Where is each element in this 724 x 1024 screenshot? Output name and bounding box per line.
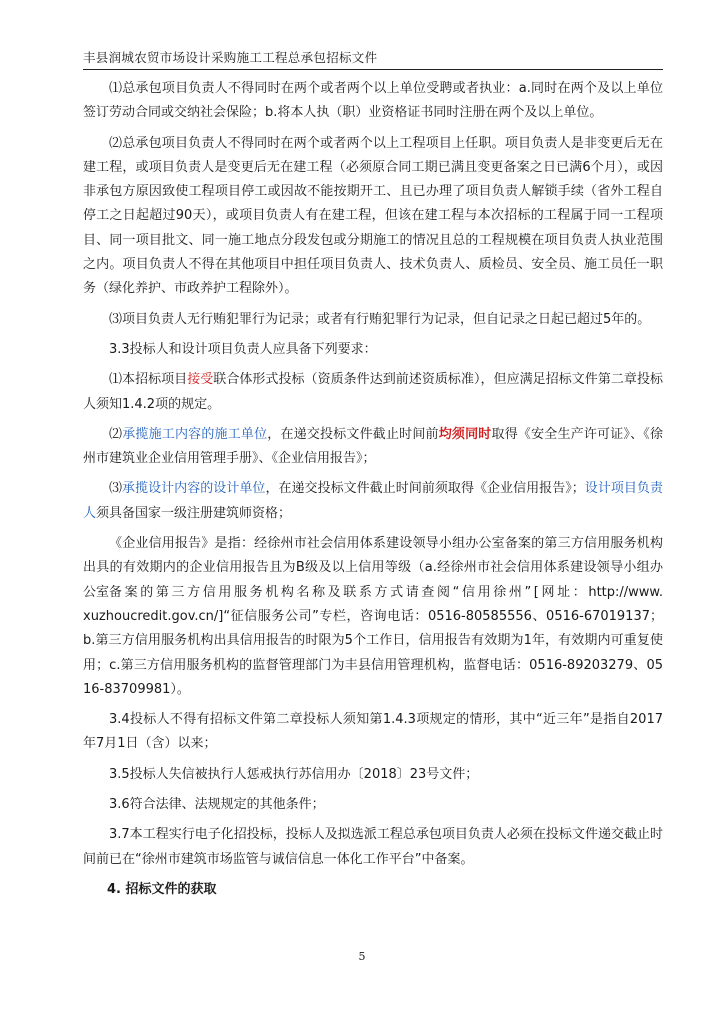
- text-segment: ⑵: [109, 426, 123, 442]
- text-segment: 《企业信用报告》是指：经徐州市社会信用体系建设领导小组办公室备案的第三方信用服务机构出具的有效期内的企业信用报告且为B级及以上信用等级（a.经徐州市社会信用体系建设领导小组办公室: [83, 536, 663, 600]
- highlight-construction-unit: 承揽施工内容的施工单位: [122, 426, 268, 442]
- paragraph-credit-report: [83, 532, 663, 702]
- highlight-design-unit: 承揽设计内容的设计单位: [122, 481, 266, 497]
- section-3-5: 3.5投标人失信被执行人惩戒执行苏信用办〔2018〕23号文件；: [109, 766, 479, 782]
- section-3-6: 3.6符合法律、法规规定的其他条件；: [109, 797, 325, 813]
- text-segment: ⑶: [109, 481, 123, 497]
- paragraph-1: ⑴总承包项目负责人不得同时在两个或者两个以上单位受聘或者执业：a.同时在两个及以上单位签订劳动合同或交纳社会保险；b.将本人执（职）业资格证书同时注册在两个及以上单位。: [83, 81, 663, 121]
- text-segment: ，在递交投标文件截止时间前: [267, 426, 439, 442]
- document-body: [83, 77, 663, 902]
- section-4-heading: 4. 招标文件的获取: [107, 881, 217, 897]
- text-segment: 取得《安全生产许可证》、《徐州市建筑业企业信用管理手册》、《企业信用报告》；: [83, 426, 663, 467]
- section-3-4: 3.4投标人不得有招标文件第二章投标人须知第1.4.3项规定的情形，其中“近三年”是指自2017年7月1日（含）以来；: [83, 712, 663, 752]
- paragraph-3: ⑶项目负责人无行贿犯罪行为记录；或者有行贿犯罪行为记录，但自记录之日起已超过5年的。: [109, 311, 651, 327]
- highlight-accept: 接受: [187, 372, 214, 388]
- header-divider: [83, 69, 663, 70]
- text-segment: ，在递交投标文件截止时间前须取得《企业信用报告》；: [265, 481, 585, 497]
- page-number: 5: [358, 950, 366, 963]
- paragraph-3-3-2: [83, 423, 663, 472]
- section-3-3: 3.3投标人和设计项目负责人应具备下列要求：: [109, 341, 377, 357]
- text-segment: 联合体形式投标（资质条件达到前述资质标准），但应满足招标文件第二章投标人须知1.4.2项的规定。: [83, 372, 663, 412]
- highlight-design-lead: 设计项目负责人: [83, 481, 663, 521]
- highlight-must-simultaneously: 均须同时: [438, 426, 492, 442]
- text-segment: http://www.xuzhoucredit.gov.cn/]“征信服务公司”专栏，咨询电话：0516-80585556、0516-67019137；b.第三方信用服务机构出具信用报告的时限为5个工作日，信用报告有效期为1年，有效期内可重复使用；c.第三方信用服务机构的监督管理部门为丰县信用管理机构，监督电话：0516-89203279、0516-83709981）。: [83, 584, 663, 697]
- text-segment: 须具备国家一级注册建筑师资格；: [96, 505, 292, 521]
- text-segment: ⑴本招标项目: [109, 372, 188, 388]
- paragraph-2: ⑵总承包项目负责人不得同时在两个或者两个以上工程项目上任职。项目负责人是非变更后无在建工程，或项目负责人是变更后无在建工程（必须原合同工期已满且变更备案之日已满6个月），或因非承包方原因致使工程项目停工或因故不能按期开工、且已办理了项目负责人解锁手续（省外工程自停工之日起超过90天），或项目负责人有在建工程，但该在建工程与本次招标的工程属于同一工程项目、同一项目批文、同一施工地点分段发包或分期施工的情况且总的工程规模在项目负责人执业范围之内。项目负责人不得在其他项目中担任项目负责人、技术负责人、质检员、安全员、施工员任一职务（绿化养护、市政养护工程除外）。: [83, 135, 663, 297]
- paragraph-3-3-1: [83, 368, 663, 417]
- document-header: 丰县润城农贸市场设计采购施工工程总承包招标文件: [83, 50, 378, 65]
- text-segment-spaced: 备案的第三方信用服务机构名称及联系方式请查阅“信用徐州”[网址：: [109, 584, 589, 600]
- paragraph-3-3-3: [83, 477, 663, 526]
- section-3-7: 3.7本工程实行电子化招投标，投标人及拟选派工程总承包项目负责人必须在投标文件递交截止时间前已在“徐州市建筑市场监管与诚信信息一体化工作平台”中备案。: [83, 827, 663, 867]
